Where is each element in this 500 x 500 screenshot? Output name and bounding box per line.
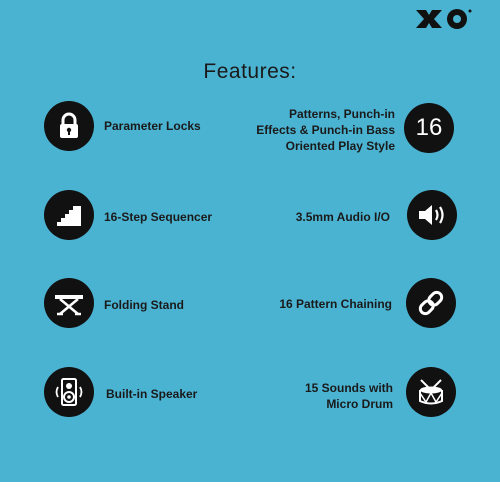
page-title: Features: — [203, 60, 297, 83]
stairs-icon — [44, 190, 94, 240]
feature-label-16-step-sequencer: 16-Step Sequencer — [104, 210, 213, 224]
feature-label-audio-io: 3.5mm Audio I/O — [295, 210, 390, 224]
chain-link-icon — [406, 278, 456, 328]
feature-label-pattern-chaining: 16 Pattern Chaining — [279, 297, 392, 311]
teenage-engineering-logo-icon — [413, 6, 473, 32]
badge-number: 16 — [415, 114, 443, 141]
feature-label-micro-drum: 15 Sounds with Micro Drum — [304, 381, 393, 411]
feature-label-parameter-locks: Parameter Locks — [104, 119, 201, 133]
feature-label-folding-stand: Folding Stand — [104, 298, 184, 312]
number-16-badge — [404, 103, 454, 153]
volume-icon — [407, 190, 457, 240]
feature-label-built-in-speaker: Built-in Speaker — [106, 387, 198, 401]
speaker-icon — [44, 367, 94, 417]
folding-stand-icon — [44, 278, 94, 328]
drum-icon — [406, 367, 456, 417]
feature-label-patterns: Patterns, Punch-in Effects & Punch-in Bass Oriented Play Style — [256, 107, 395, 153]
padlock-icon — [44, 101, 94, 151]
